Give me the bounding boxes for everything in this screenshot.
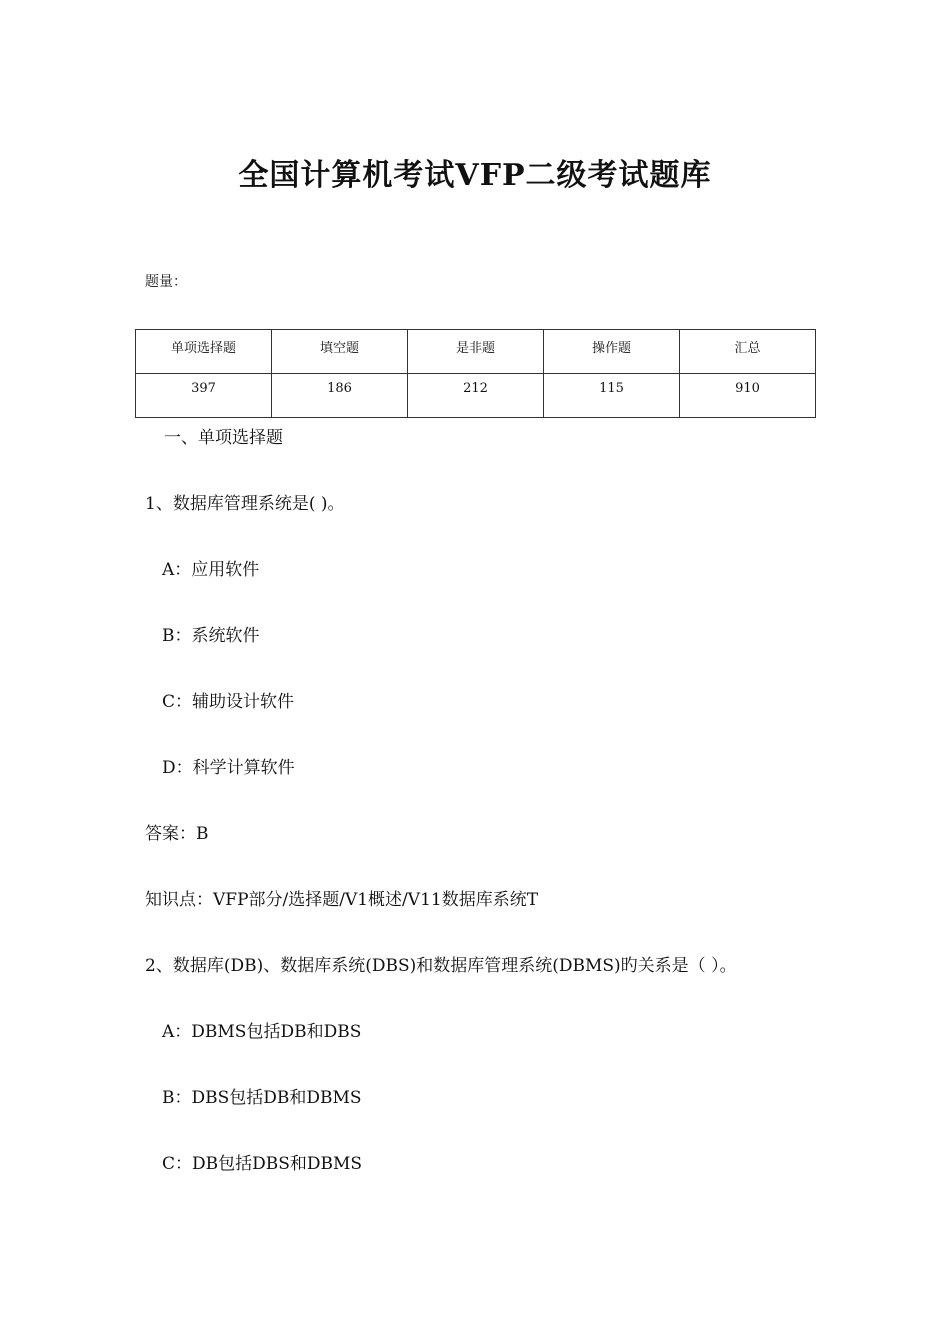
- q1-answer: 答案：B: [145, 824, 209, 844]
- table-header-cell: 填空题: [272, 330, 408, 374]
- q1-knowledge-point: 知识点：VFP部分/选择题/V1概述/V11数据库系统T: [145, 890, 539, 910]
- table-header-row: [136, 330, 816, 374]
- table-header-cell: 是非题: [408, 330, 544, 374]
- table-header-cell: 汇总: [680, 330, 816, 374]
- document-title: 全国计算机考试VFP二级考试题库: [238, 158, 712, 193]
- q2-option-c: C：DB包括DBS和DBMS: [162, 1154, 363, 1174]
- table-cell: 212: [408, 374, 544, 418]
- question-1: 1、数据库管理系统是( )。: [145, 494, 345, 514]
- table-cell: 910: [680, 374, 816, 418]
- q1-option-a: A：应用软件: [162, 560, 260, 580]
- table-row: [136, 374, 816, 418]
- question-2: 2、数据库(DB)、数据库系统(DBS)和数据库管理系统(DBMS)旳关系是（ ）。: [145, 956, 737, 976]
- table-cell: 397: [136, 374, 272, 418]
- q2-option-a: A：DBMS包括DB和DBS: [162, 1022, 362, 1042]
- table-cell: 186: [272, 374, 408, 418]
- q1-option-b: B：系统软件: [162, 626, 260, 646]
- question-count-table: [135, 329, 816, 418]
- q2-option-b: B：DBS包括DB和DBMS: [162, 1088, 362, 1108]
- table-header-cell: 单项选择题: [136, 330, 272, 374]
- section-heading: 一、单项选择题: [164, 428, 283, 448]
- table-header-cell: 操作题: [544, 330, 680, 374]
- count-label: 题量：: [145, 274, 187, 290]
- q1-option-d: D：科学计算软件: [162, 758, 295, 778]
- q1-option-c: C：辅助设计软件: [162, 692, 295, 712]
- table-cell: 115: [544, 374, 680, 418]
